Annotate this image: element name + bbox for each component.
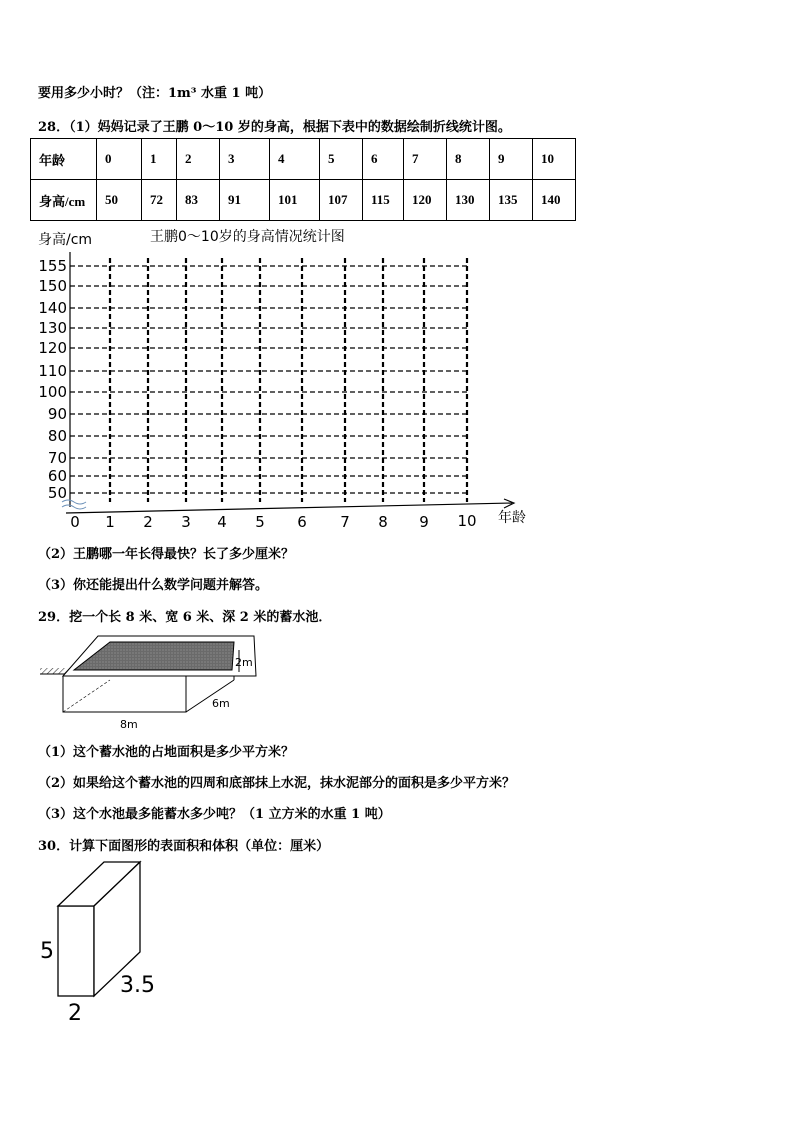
table-header-age: 年龄 [31,139,97,180]
q29-heading: 29．挖一个长 8 米、宽 6 米、深 2 米的蓄水池． [38,610,332,625]
table-cell: 50 [97,180,142,221]
pool-box [63,676,186,712]
y-tick-label: 50 [47,484,67,502]
y-tick-label: 150 [38,277,67,295]
table-cell: 0 [97,139,142,180]
y-tick-label: 130 [38,319,67,337]
q28-heading: 28．（1）妈妈记录了王鹏 0～10 岁的身高，根据下表中的数据绘制折线统计图。 [38,120,511,135]
table-cell: 140 [533,180,576,221]
x-tick-label: 3 [181,513,191,531]
table-cell: 3 [220,139,270,180]
table-cell: 130 [447,180,490,221]
x-tick-label: 1 [105,513,115,531]
q28-sub2: （2）王鹏哪一年长得最快？长了多少厘米？ [38,547,295,562]
cuboid-depth-label: 3.5 [120,973,155,998]
y-tick-label: 155 [38,257,67,275]
y-tick-label: 120 [38,339,67,357]
pool-figure [36,628,266,732]
table-cell: 120 [404,180,447,221]
q29-sub2: （2）如果给这个蓄水池的四周和底部抹上水泥，抹水泥部分的面积是多少平方米？ [38,776,516,791]
table-cell: 91 [220,180,270,221]
table-cell: 135 [490,180,533,221]
table-cell: 9 [490,139,533,180]
x-tick-label: 8 [378,513,388,531]
cuboid-width-label: 2 [68,1001,82,1026]
q28-sub3: （3）你还能提出什么数学问题并解答。 [38,578,269,593]
x-axis [66,503,512,513]
chart-grid [70,258,470,502]
x-tick-label: 0 [70,513,80,531]
table-cell: 8 [447,139,490,180]
x-tick-label: 4 [217,513,227,531]
q30-heading: 30．计算下面图形的表面积和体积（单位：厘米） [38,839,330,854]
table-cell: 5 [320,139,363,180]
table-cell: 2 [177,139,220,180]
cuboid-figure [36,858,186,1028]
height-chart [0,222,560,534]
chart-axes [62,252,514,513]
pool-length-label: 8m [120,718,138,731]
table-row-height [31,180,576,221]
y-tick-label: 80 [47,427,67,445]
x-tick-label: 2 [143,513,153,531]
top-line: 要用多少小时？（注：1m³ 水重 1 吨） [38,86,272,101]
q29-sub1: （1）这个蓄水池的占地面积是多少平方米？ [38,745,295,760]
chart-ylabel: 身高/cm [38,232,93,248]
table-cell: 72 [142,180,177,221]
y-tick-label: 110 [38,362,67,380]
x-tick-label: 10 [457,512,477,530]
table-cell: 4 [270,139,320,180]
table-header-height: 身高/cm [31,180,97,221]
table-row-age [31,139,576,180]
pool-width-label: 6m [212,697,230,710]
q29-sub3: （3）这个水池最多能蓄水多少吨？（1 立方米的水重 1 吨） [38,807,391,822]
cuboid-height-label: 5 [40,939,54,964]
pool-hidden-edge [63,680,110,712]
height-table [30,138,576,221]
table-cell: 83 [177,180,220,221]
cuboid-front [58,906,94,996]
y-tick-label: 60 [47,467,67,485]
x-tick-label: 5 [255,513,265,531]
x-tick-label: 7 [340,513,350,531]
y-tick-label: 90 [47,405,67,423]
y-tick-label: 100 [38,383,67,401]
chart-title: 王鹏0～10岁的身高情况统计图 [150,229,345,245]
table-cell: 10 [533,139,576,180]
table-cell: 7 [404,139,447,180]
table-cell: 1 [142,139,177,180]
chart-y-ticks [38,257,67,502]
chart-xlabel: 年龄 [498,510,526,526]
table-cell: 6 [363,139,404,180]
x-tick-label: 6 [297,513,307,531]
y-tick-label: 140 [38,299,67,317]
x-tick-label: 9 [419,513,429,531]
y-tick-label: 70 [47,449,67,467]
chart-x-ticks [70,512,476,531]
table-cell: 115 [363,180,404,221]
table-cell: 107 [320,180,363,221]
pool-depth-label: 2m [235,656,253,669]
table-cell: 101 [270,180,320,221]
